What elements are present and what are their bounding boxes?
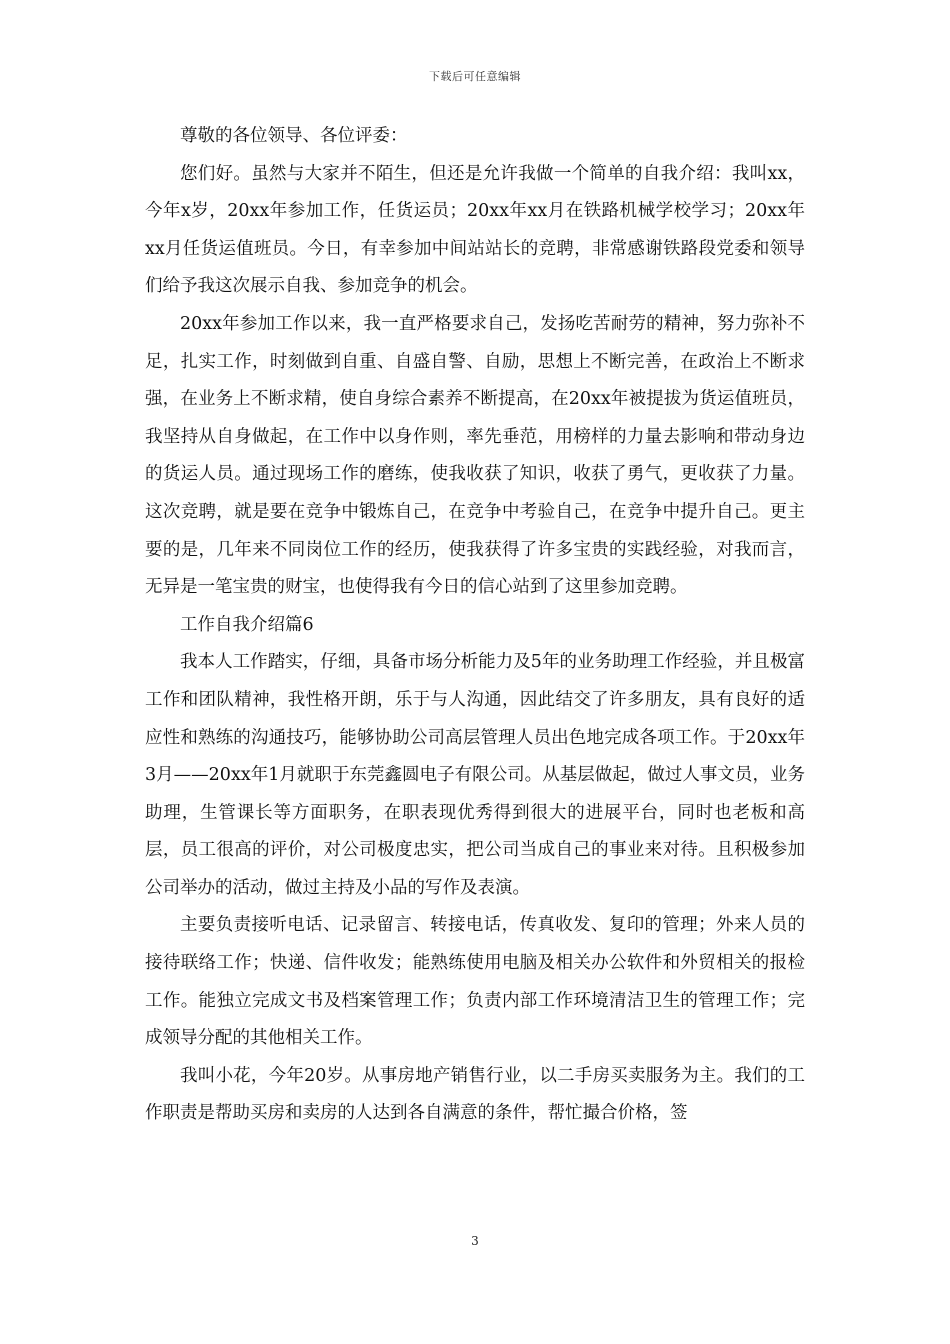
paragraph-work-history: 20xx年参加工作以来，我一直严格要求自己，发扬吃苦耐劳的精神，努力弥补不足，扎实工作，时刻做到自重、自盛自警、自励，思想上不断完善，在政治上不断求强，在业务上不断求精，使自身综合素养不断提高，在20xx年被提拔为货运值班员，我坚持从自身做起，在工作中以身作则，率先垂范，用榜样的力量去影响和带动身边的货运人员。通过现场工作的磨练，使我收获了知识，收获了勇气，更收获了力量。这次竞聘，就是要在竞争中锻炼自己，在竞争中考验自己，在竞争中提升自己。更主要的是，几年来不同岗位工作的经历，使我获得了许多宝贵的实践经验，对我而言，无异是一笔宝贵的财宝，也使得我有今日的信心站到了这里参加竞聘。 — [145, 313, 805, 598]
page-number: 3 — [471, 1234, 479, 1248]
salutation: 尊敬的各位领导、各位评委： — [180, 126, 408, 146]
header-note: 下载后可任意编辑 — [429, 70, 521, 83]
document-body — [145, 118, 805, 1133]
paragraph-duties: 主要负责接听电话、记录留言、转接电话，传真收发、复印的管理；外来人员的接待联络工作；快递、信件收发；能熟练使用电脑及相关办公软件和外贸相关的报检工作。能独立完成文书及档案管理工作；负责内部工作环境清洁卫生的管理工作；完成领导分配的其他相关工作。 — [145, 915, 805, 1049]
paragraph-xiaohua: 我叫小花，今年20岁。从事房地产销售行业，以二手房买卖服务为主。我们的工作职责是帮助买房和卖房的人达到各自满意的条件，帮忙撮合价格，签 — [145, 1065, 805, 1124]
paragraph-intro: 您们好。虽然与大家并不陌生，但还是允许我做一个简单的自我介绍：我叫xx，今年x岁，20xx年参加工作，任货运员；20xx年xx月在铁路机械学校学习；20xx年xx月任货运值班员。今日，有幸参加中间站站长的竞聘，非常感谢铁路段党委和领导们给予我这次展示自我、参加竞争的机会。 — [145, 163, 805, 297]
section-heading: 工作自我介绍篇6 — [180, 614, 314, 635]
paragraph-self-intro-6: 我本人工作踏实，仔细，具备市场分析能力及5年的业务助理工作经验，并且极富工作和团队精神，我性格开朗，乐于与人沟通，因此结交了许多朋友，具有良好的适应性和熟练的沟通技巧，能够协助公司高层管理人员出色地完成各项工作。于20xx年3月——20xx年1月就职于东莞鑫圆电子有限公司。从基层做起，做过人事文员，业务助理，生管课长等方面职务，在职表现优秀得到很大的进展平台，同时也老板和高层，员工很高的评价，对公司极度忠实，把公司当成自己的事业来对待。且积极参加公司举办的活动，做过主持及小品的写作及表演。 — [145, 652, 805, 898]
